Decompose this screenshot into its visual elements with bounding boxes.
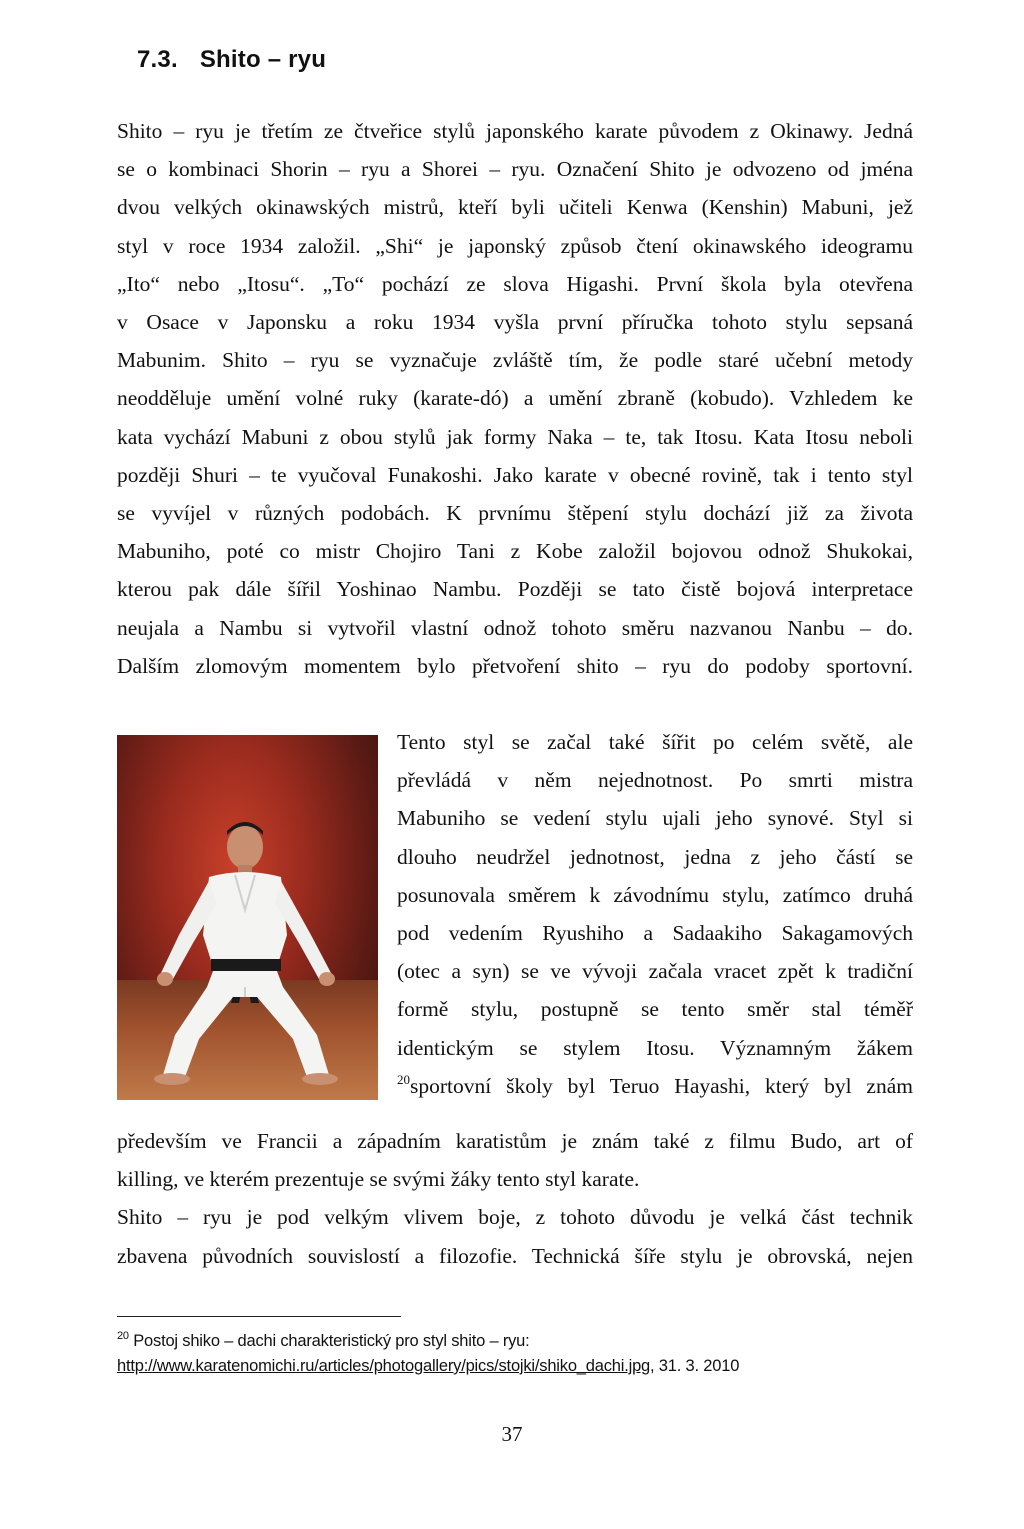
footnote-line-2 — [117, 1354, 913, 1379]
text-line: kterou pak dále šířil Yoshinao Nambu. Později se tato čistě bojová interpretace — [117, 577, 913, 602]
footnote-number: 20 — [117, 1330, 129, 1342]
section-title: Shito – ryu — [199, 46, 327, 73]
section-number: 7.3. — [137, 46, 178, 73]
footnote-date: , 31. 3. 2010 — [650, 1357, 740, 1375]
text-line: neodděluje umění volné ruky (karate-dó) a umění zbraně (kobudo). Vzhledem ke — [117, 386, 913, 411]
text-line-with-footnote — [397, 1067, 913, 1105]
footnote-link[interactable]: http://www.karatenomichi.ru/articles/photogallery/pics/stojki/shiko_dachi.jpg — [117, 1357, 651, 1375]
text-line: Mabunim. Shito – ryu se vyznačuje zvláště tím, že podle staré učební metody — [117, 348, 913, 373]
text-line: dlouho neudržel jednotnost, jedna z jeho částí se — [397, 844, 913, 869]
text-line: především ve Francii a západním karatistům je znám také z filmu Budo, art of — [117, 1129, 913, 1153]
text-line: kata vychází Mabuni z obou stylů jak formy Naka – te, tak Itosu. Kata Itosu neboli — [117, 424, 913, 449]
footnote-reference[interactable]: 20 — [397, 1071, 410, 1087]
footnote-line-1 — [117, 1329, 913, 1354]
text-line: styl v roce 1934 založil. „Shi“ je japonský způsob čtení okinawského ideogramu — [117, 233, 913, 258]
karateka-figure — [117, 735, 378, 1100]
text-line: pod vedením Ryushiho a Sadaakiho Sakagamových — [397, 921, 913, 946]
text-line: Shito – ryu je třetím ze čtveřice stylů japonského karate původem z Okinawy. Jedná — [117, 119, 913, 143]
footnote — [117, 1329, 913, 1379]
text-line: později Shuri – te vyučoval Funakoshi. Jako karate v obecné rovině, tak i tento styl — [117, 462, 913, 487]
text-line: zbavena původních souvislostí a filozofie. Technická šíře stylu je obrovská, nejen — [117, 1243, 913, 1268]
text-line: Dalším zlomovým momentem bylo přetvoření shito – ryu do podoby sportovní. — [117, 653, 913, 678]
karate-stance-photo — [117, 735, 378, 1100]
text-line: Mabuniho se vedení stylu ujali jeho synové. Styl si — [397, 806, 913, 831]
text-line: neujala a Nambu si vytvořil vlastní odnož tohoto směru nazvanou Nanbu – do. — [117, 615, 913, 640]
text-line: formě stylu, postupně se tento směr stal téměř — [397, 997, 913, 1022]
text-line: převládá v něm nejednotnost. Po smrti mistra — [397, 768, 913, 793]
text-line: posunovala směrem k závodnímu stylu, zatímco druhá — [397, 882, 913, 907]
text-line: Mabuniho, poté co mistr Chojiro Tani z Kobe založil bojovou odnož Shukokai, — [117, 539, 913, 564]
text-line: „Ito“ nebo „Itosu“. „To“ pochází ze slova Higashi. První škola byla otevřena — [117, 271, 913, 296]
page-number: 37 — [501, 1422, 523, 1446]
text-line: (otec a syn) se ve vývoji začala vracet zpět k tradiční — [397, 959, 913, 984]
text-line: se o kombinaci Shorin – ryu a Shorei – ryu. Označení Shito je odvozeno od jména — [117, 157, 913, 182]
footnote-text: Postoj shiko – dachi charakteristický pro styl shito – ryu: — [133, 1332, 530, 1350]
footnote-separator — [117, 1316, 401, 1317]
paragraph-continuation — [117, 1122, 913, 1275]
text-line: killing, ve kterém prezentuje se svými žáky tento styl karate. — [117, 1167, 640, 1192]
text-line: v Osace v Japonsku a roku 1934 vyšla první příručka tohoto stylu sepsaná — [117, 310, 913, 335]
text-line: Tento styl se začal také šířit po celém světě, ale — [397, 730, 913, 754]
text-line: se vyvíjel v různých podobách. K prvnímu štěpení stylu dochází již za života — [117, 501, 913, 526]
text-fragment: sportovní školy byl Teruo Hayashi, který byl znám — [410, 1073, 913, 1098]
section-heading — [137, 46, 326, 74]
paragraph-1 — [117, 112, 913, 685]
wrapped-text — [397, 723, 913, 1105]
text-line: dvou velkých okinawských mistrů, kteří byli učiteli Kenwa (Kenshin) Mabuni, jež — [117, 195, 913, 220]
text-line: identickým se stylem Itosu. Významným žákem — [397, 1035, 913, 1060]
text-line: Shito – ryu je pod velkým vlivem boje, z tohoto důvodu je velká část technik — [117, 1205, 913, 1230]
